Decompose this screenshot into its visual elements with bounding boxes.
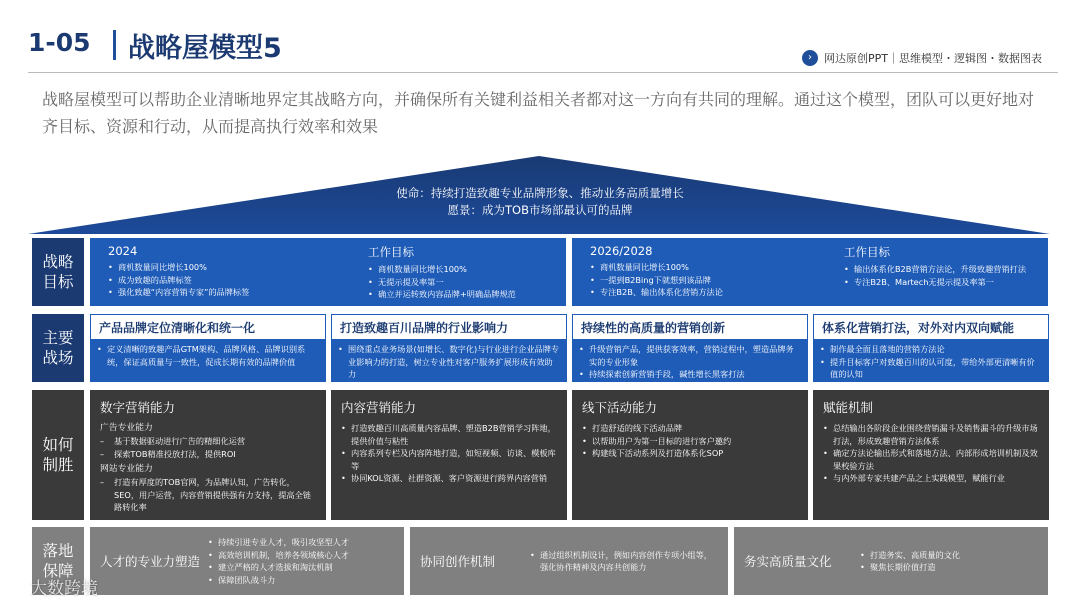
strategy-col — [590, 244, 820, 299]
battlefield-title: 持续性的高质量的营销创新 — [581, 321, 726, 335]
battlefield-item: • 制作最全面且落地的营销方法论 — [820, 343, 1042, 356]
battlefield-content — [91, 339, 325, 381]
strategy-year: 工作目标 — [368, 245, 414, 259]
strategy-block-right — [572, 238, 1048, 306]
strategy-item: • 输出体系化B2B营销方法论，升级致趣营销打法 — [844, 263, 1039, 276]
how-title: 赋能机制 — [823, 400, 874, 415]
landing-item: • 聚焦长期价值打造 — [860, 561, 1040, 574]
how-card — [331, 390, 567, 520]
how-card — [90, 390, 326, 520]
how-subheading: 广告专业能力 — [100, 423, 153, 433]
strategy-year: 2026/2028 — [590, 244, 653, 258]
strategy-item: • 无提示提及率第一 — [368, 276, 558, 289]
strategy-year: 2024 — [108, 244, 138, 258]
strategy-item: • 商机数量同比增长100% — [108, 261, 348, 274]
row-label-battlefield: 主要 战场 — [32, 314, 84, 382]
battlefield-card — [331, 314, 567, 382]
battlefield-title: 体系化营销打法，对外对内双向赋能 — [822, 321, 1015, 335]
battlefield-item: • 提升目标客户对致趣百川的认可度，带给外部更清晰有价值的认知 — [820, 356, 1042, 381]
landing-item: • 高效培训机制，培养各领域核心人才 — [208, 549, 398, 562]
battlefield-content — [332, 339, 566, 381]
how-item: – 探索TOB精准投放打法，提供ROI — [100, 448, 316, 461]
how-title: 线下活动能力 — [582, 400, 658, 415]
landing-item: • 打造务实、高质量的文化 — [860, 549, 1040, 562]
row-label-strategy: 战略 目标 — [32, 238, 84, 306]
description: 战略屋模型可以帮助企业清晰地界定其战略方向，并确保所有关键利益相关者都对这一方向有共同的理解。通过这个模型，团队可以更好地对齐目标、资源和行动，从而提高执行效率和效果 — [42, 90, 1035, 136]
how-item: – 基于数据驱动进行广告的精细化运营 — [100, 435, 316, 448]
how-item: • 与内外部专家共建产品之上实践模型，赋能行业 — [823, 472, 1039, 485]
battlefield-item: • 定义清晰的致趣产品GTM架构、品牌风格、品牌识别系统，保证高质量与一致性，促成长期有效的品牌价值 — [97, 343, 319, 368]
roof-text — [0, 185, 1080, 219]
strategy-item: • 确立并运转致内容品牌+明确品牌规范 — [368, 288, 558, 301]
battlefield-item: • 持续探索创新营销手段，碱性增长黑客打法 — [579, 368, 801, 381]
how-item: • 构建线下活动系列及打造体系化SOP — [582, 447, 798, 460]
row-label-landing: 落地 保障 — [32, 527, 84, 595]
brand-text: 网达原创PPT｜思维模型・逻辑图・数据图表 — [824, 52, 1042, 65]
battlefield-item: • 围绕重点业务场景(如增长、数字化)与行业进行企业品牌专业影响力的打造，树立专业性对客户服务扩展形成有效助力 — [338, 343, 560, 381]
header-rule — [28, 72, 1058, 73]
mission-text: 使命：持续打造致趣专业品牌形象、推动业务高质量增长 — [396, 186, 684, 200]
strategy-item: • 商机数量同比增长100% — [368, 263, 558, 276]
how-subheading: 网站专业能力 — [100, 464, 153, 474]
watermark-logo-icon — [4, 576, 26, 598]
how-item: • 协同KOL资源、社群资源、客户资源进行跨界内容营销 — [341, 472, 557, 485]
title-divider — [113, 30, 116, 60]
battlefield-card — [90, 314, 326, 382]
landing-card — [410, 527, 728, 595]
battlefield-content — [814, 339, 1048, 381]
landing-title: 协同创作机制 — [420, 554, 496, 569]
page-title: 战略屋模型5 — [128, 33, 282, 64]
how-title: 数字营销能力 — [100, 400, 176, 415]
battlefield-card — [813, 314, 1049, 382]
how-item: – 打造有厚度的TOB官网，为品牌认知，广告转化，SEO，用户运营，内容营销提供强有力支持，提高全链路转化率 — [100, 476, 316, 514]
slide-code: 1-05 — [28, 28, 91, 57]
watermark-text: 大数跨境 — [30, 579, 98, 599]
strategy-item: • 强化致趣“内容营销专家”的品牌标签 — [108, 286, 348, 299]
landing-card — [734, 527, 1048, 595]
how-card — [813, 390, 1049, 520]
landing-item: • 建立严格的人才选拔和淘汰机制 — [208, 561, 398, 574]
battlefield-title: 产品品牌定位清晰化和统一化 — [99, 321, 256, 335]
landing-item: • 持续引进专业人才，吸引攻坚型人才 — [208, 536, 398, 549]
strategy-item: • 专注B2B、输出体系化营销方法论 — [590, 286, 820, 299]
landing-item: • 通过组织机制设计，例如内容创作专项小组等，强化协作精神及内容共创能力 — [530, 549, 718, 574]
how-item: • 总结输出各阶段企业围绕营销漏斗及销售漏斗的升级市场打法，形成致趣营销方法体系 — [823, 422, 1039, 447]
battlefield-card — [572, 314, 808, 382]
battlefield-item: • 升级营销产品，提供获客效率，营销过程中，塑造品牌务实的专业形象 — [579, 343, 801, 368]
strategy-col — [368, 244, 558, 301]
strategy-item: • 一提到B2Bing下就想到该品牌 — [590, 274, 820, 287]
landing-title: 人才的专业力塑造 — [100, 554, 201, 569]
row-label-how: 如何 制胜 — [32, 390, 84, 520]
battlefield-title: 打造致趣百川品牌的行业影响力 — [340, 321, 509, 335]
landing-item: • 保障团队战斗力 — [208, 574, 398, 587]
chevron-right-icon: › — [802, 50, 818, 66]
how-card — [572, 390, 808, 520]
watermark — [4, 574, 98, 599]
landing-title: 务实高质量文化 — [744, 554, 832, 569]
how-item: • 内容系列专栏及内容阵地打造，如短视频、访谈、模板库等 — [341, 447, 557, 472]
battlefield-content — [573, 339, 807, 381]
brand-tagline — [802, 50, 1042, 66]
strategy-item: • 成为致趣的品牌标签 — [108, 274, 348, 287]
how-item: • 打造舒适的线下活动品牌 — [582, 422, 798, 435]
vision-text: 愿景：成为TOB市场部最认可的品牌 — [447, 203, 633, 217]
strategy-col — [108, 244, 348, 299]
strategy-item: • 专注B2B、Martech无提示提及率第一 — [844, 276, 1039, 289]
how-title: 内容营销能力 — [341, 400, 417, 415]
how-item: • 确定方法论输出形式和落地方法、内部形成培训机制及效果校验方法 — [823, 447, 1039, 472]
how-item: • 打造致趣百川高质量内容品牌、塑造B2B营销学习阵地，提供价值与粘性 — [341, 422, 557, 447]
strategy-year: 工作目标 — [844, 245, 890, 259]
how-item: • 以帮助用户为第一目标的进行客户邀约 — [582, 435, 798, 448]
landing-card — [90, 527, 404, 595]
strategy-col — [844, 244, 1039, 288]
strategy-block-left — [90, 238, 566, 306]
strategy-item: • 商机数量同比增长100% — [590, 261, 820, 274]
